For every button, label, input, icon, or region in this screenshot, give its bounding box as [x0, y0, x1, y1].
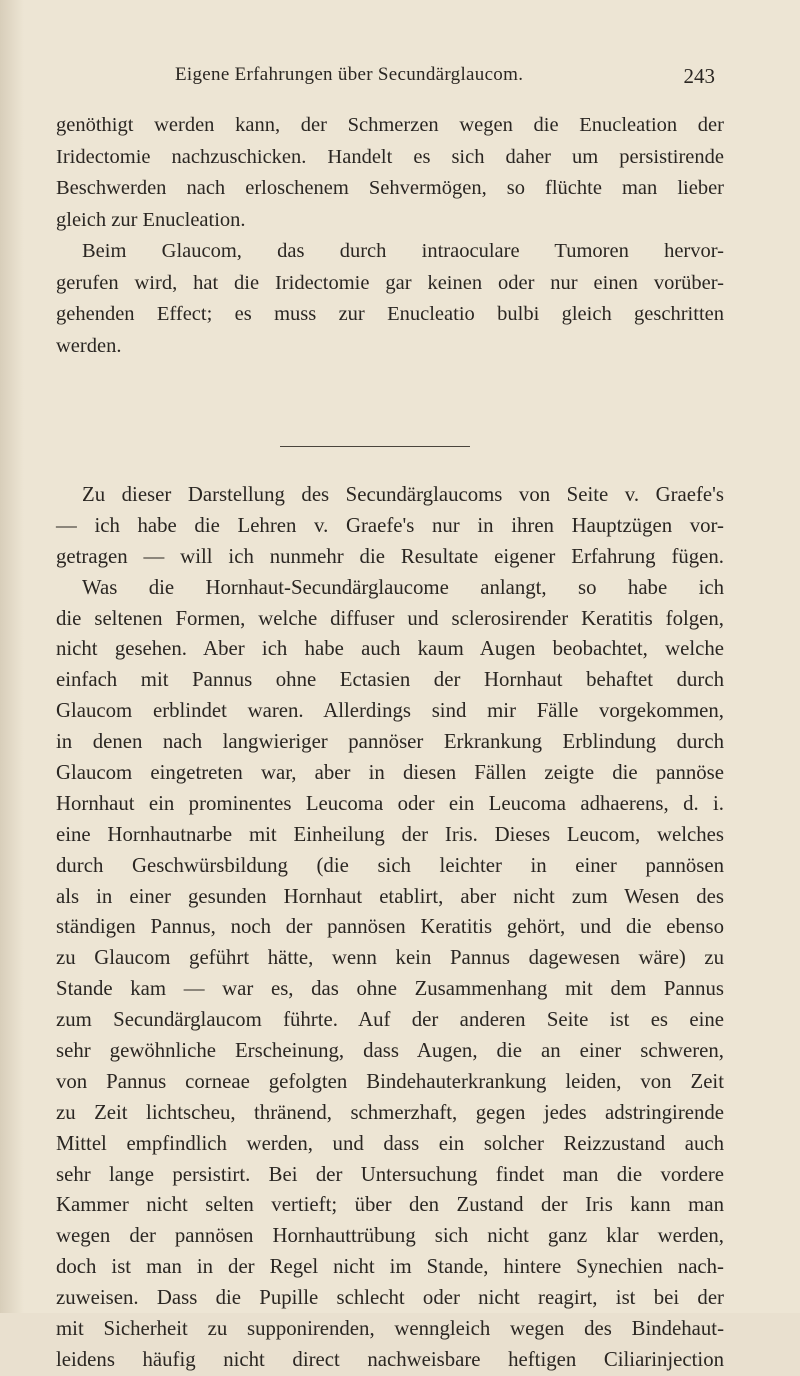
text-line: werden. — [56, 334, 122, 357]
text-line: durch Geschwürsbildung (die sich leichter in einer pannösen — [56, 853, 724, 877]
text-line: Hornhaut ein prominentes Leucoma oder ein Leucoma adhaerens, d. i. — [56, 791, 724, 815]
paragraph-block-enucleation — [56, 110, 724, 362]
text-line: zum Secundärglaucom führte. Auf der anderen Seite ist es eine — [56, 1008, 724, 1032]
text-line: gerufen wird, hat die Iridectomie gar keinen oder nur einen vorüber- — [56, 271, 724, 294]
text-line: sehr gewöhnliche Erscheinung, dass Augen, die an einer schweren, — [56, 1039, 724, 1063]
text-line: — ich habe die Lehren v. Graefe's nur in ihren Hauptzügen vor- — [56, 513, 724, 537]
text-line: Iridectomie nachzuschicken. Handelt es sich daher um persistirende — [56, 145, 724, 168]
text-line: die seltenen Formen, welche diffuser und sclerosirender Keratitis folgen, — [56, 606, 724, 630]
running-head — [0, 64, 800, 94]
text-line: von Pannus corneae gefolgten Bindehauterkrankung leiden, von Zeit — [56, 1069, 724, 1093]
text-line: getragen — will ich nunmehr die Resultate eigener Erfahrung fügen. — [56, 544, 724, 568]
text-line: Mittel empfindlich werden, und dass ein solcher Reizzustand auch — [56, 1131, 724, 1155]
text-line: in denen nach langwieriger pannöser Erkrankung Erblindung durch — [56, 730, 724, 754]
text-line: nicht gesehen. Aber ich habe auch kaum Augen beobachtet, welche — [56, 637, 724, 661]
text-line: sehr lange persistirt. Bei der Untersuchung findet man die vordere — [56, 1162, 724, 1186]
text-line: Glaucom erblindet waren. Allerdings sind mir Fälle vorgekommen, — [56, 699, 724, 723]
text-line: leidens häufig nicht direct nachweisbare heftigen Ciliarinjection — [56, 1347, 724, 1371]
text-line: ständigen Pannus, noch der pannösen Keratitis gehört, und die ebenso — [56, 915, 724, 939]
text-line: Stande kam — war es, das ohne Zusammenhang mit dem Pannus — [56, 977, 724, 1001]
text-line: Beschwerden nach erloschenem Sehvermögen, so flüchte man lieber — [56, 177, 724, 199]
text-line: zu Zeit lichtscheu, thränend, schmerzhaft, gegen jedes adstringirende — [56, 1100, 724, 1124]
text-line: eine Hornhautnarbe mit Einheilung der Iris. Dieses Leucom, welches — [56, 822, 724, 846]
page-edge-shadow — [0, 0, 24, 1313]
text-line: Zu dieser Darstellung des Secundärglaucoms von Seite v. Graefe's — [82, 483, 724, 506]
text-line: doch ist man in der Regel nicht im Stande, hintere Synechien nach- — [56, 1255, 724, 1279]
running-head-title: Eigene Erfahrungen über Secundärglaucom. — [175, 64, 524, 85]
text-line: genöthigt werden kann, der Schmerzen wegen die Enucleation der — [56, 114, 724, 136]
text-line: zu Glaucom geführt hätte, wenn kein Pannus dagewesen wäre) zu — [56, 946, 724, 970]
text-line: einfach mit Pannus ohne Ectasien der Hornhaut behaftet durch — [56, 668, 724, 692]
text-line: wegen der pannösen Hornhauttrübung sich nicht ganz klar werden, — [56, 1224, 724, 1248]
text-line: zuweisen. Dass die Pupille schlecht oder nicht reagirt, ist bei der — [56, 1286, 724, 1310]
page-number: 243 — [683, 64, 715, 88]
text-line: gehenden Effect; es muss zur Enucleatio bulbi gleich geschritten — [56, 303, 724, 325]
text-line: mit Sicherheit zu supponirenden, wenngleich wegen des Bindehaut- — [56, 1317, 724, 1341]
text-line: Was die Hornhaut-Secundärglaucome anlangt, so habe ich — [82, 575, 724, 599]
text-line: Beim Glaucom, das durch intraoculare Tumoren hervor- — [82, 240, 724, 262]
text-line: Glaucom eingetreten war, aber in diesen Fällen zeigte die pannöse — [56, 761, 724, 785]
text-line: Kammer nicht selten vertieft; über den Zustand der Iris kann man — [56, 1193, 724, 1217]
text-line: als in einer gesunden Hornhaut etablirt, aber nicht zum Wesen des — [56, 884, 724, 908]
text-line: gleich zur Enucleation. — [56, 208, 246, 231]
paragraph-block-own-experience — [56, 480, 724, 1376]
section-divider — [280, 446, 470, 447]
